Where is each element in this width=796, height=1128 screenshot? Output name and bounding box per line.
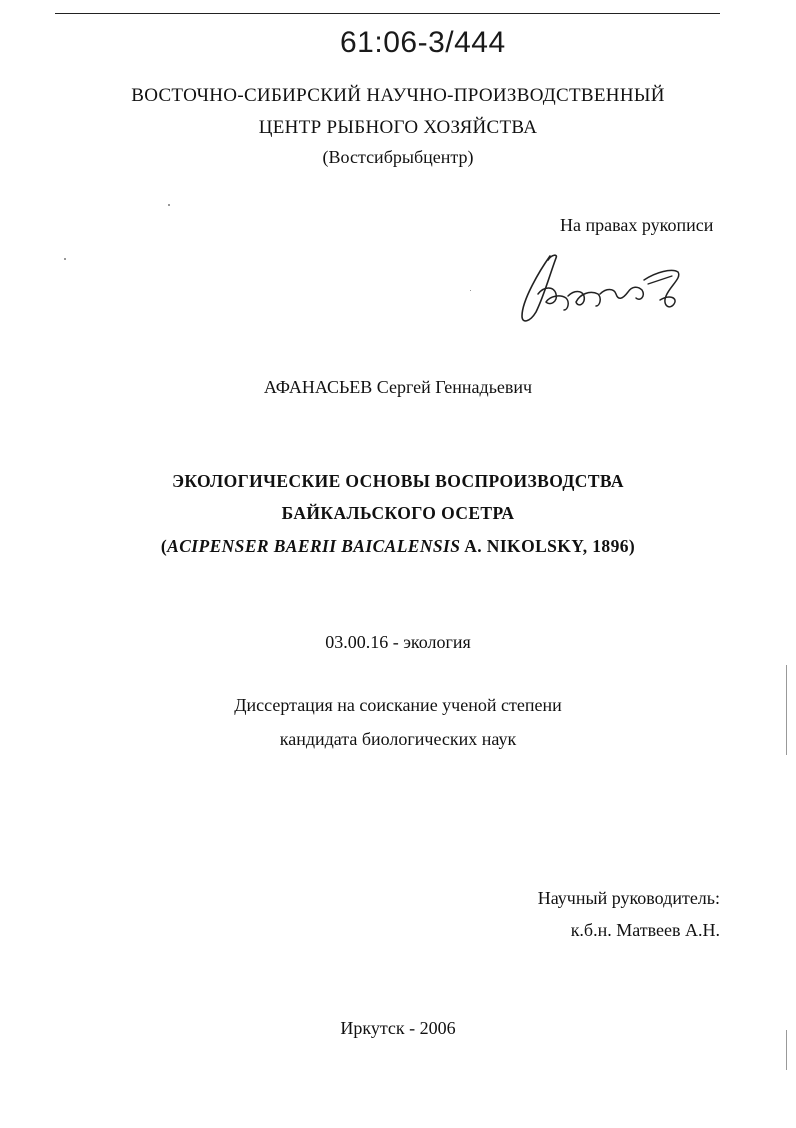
scan-speck <box>168 204 170 206</box>
title-line2: БАЙКАЛЬСКОГО ОСЕТРА <box>281 503 515 523</box>
title-line3 <box>0 536 796 557</box>
scan-speck <box>64 258 66 260</box>
org-name-line1: ВОСТОЧНО-СИБИРСКИЙ НАУЧНО-ПРОИЗВОДСТВЕННЫЙ <box>131 85 665 106</box>
archive-stamp: 61:06-3/444 <box>340 26 506 59</box>
supervisor-name: к.б.н. Матвеев А.Н. <box>570 920 720 940</box>
title-open-paren: ( <box>160 536 168 556</box>
scan-edge-mark <box>786 665 787 755</box>
degree-line1: Диссертация на соискание ученой степени <box>234 695 562 715</box>
degree-line2: кандидата биологических наук <box>279 729 517 749</box>
supervisor-label: Научный руководитель: <box>537 888 720 908</box>
signature <box>510 250 690 330</box>
specialty-code: 03.00.16 - экология <box>325 632 471 652</box>
org-name-line2: ЦЕНТР РЫБНОГО ХОЗЯЙСТВА <box>258 117 538 138</box>
title-latin-name: ACIPENSER BAERII BAICALENSIS <box>167 536 461 556</box>
scan-edge-mark <box>786 1030 787 1070</box>
org-short-name: (Востсибрыбцентр) <box>322 147 474 167</box>
top-rule <box>55 13 720 14</box>
scan-speck <box>470 290 471 291</box>
author-name: АФАНАСЬЕВ Сергей Геннадьевич <box>263 377 533 397</box>
rights-note: На правах рукописи <box>560 215 714 235</box>
title-latin-author: A. NIKOLSKY, 1896) <box>460 536 636 556</box>
title-line1: ЭКОЛОГИЧЕСКИЕ ОСНОВЫ ВОСПРОИЗВОДСТВА <box>172 471 624 491</box>
city-year: Иркутск - 2006 <box>340 1018 456 1038</box>
